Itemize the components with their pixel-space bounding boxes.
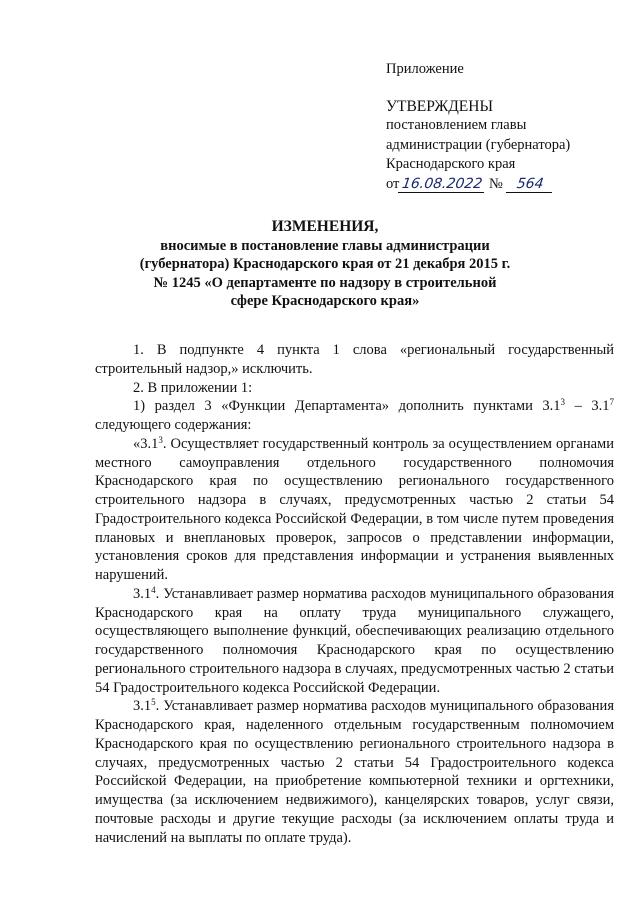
approval-block — [386, 60, 626, 194]
approval-line: Краснодарского края — [386, 156, 516, 172]
paragraph-3-1-4: $3.1^4$. Устанавливает размер норматива расходов муниципального образования Краснодарского края на оплату труда муниципального служащего, осуществляющего выполнение функций, обеспечивающих реализацию отдельного государственного полномочия Краснодарского края по осуществлению регионального строительного надзора в случаях, предусмотренных частью 2 статьи 54 Градостроительного кодекса Российской Федерации. — [95, 584, 614, 696]
title-line: (губернатора) Краснодарского края от 21 декабря 2015 г. — [139, 256, 511, 273]
paragraph-3-1-3: «$3.1^3$. Осуществляет государственный контроль за осуществлением органами местного самоуправления отдельного государственного полномочия Краснодарского края по осуществлению регионального государственного строительного надзора в случаях, предусмотренных частью 2 статьи 54 Градостроительного кодекса Российской Федерации, в том числе путем проведения плановых и внеплановых проверок, запросов о представлении информации, установления сроков для представления информации и устранения выявленных нарушений. — [95, 434, 614, 583]
approval-line: постановлением главы — [386, 117, 527, 133]
paragraph-2: 2. В приложении 1: — [133, 379, 253, 396]
paragraph-3: 1) раздел 3 «Функции Департамента» дополнить пунктами $3.1^3 - 3.1^7$ следующего содержания: — [95, 397, 614, 433]
title-heading: ИЗМЕНЕНИЯ, — [271, 218, 379, 235]
title-line: сфере Краснодарского края» — [230, 293, 420, 310]
approved-heading: УТВЕРЖДЕНЫ — [386, 97, 493, 115]
title-line: вносимые в постановление главы администрации — [160, 237, 490, 254]
paragraph-3-1-5: $3.1^5$. Устанавливает размер норматива расходов муниципального образования Краснодарского края, наделенного отдельным государственным полномочием Краснодарского края по осуществлению регионального строительного надзора в случаях, предусмотренных частью 2 статьи 54 Градостроительного кодекса Российской Федерации, на приобретение компьютерной техники и оргтехники, имущества (за исключением недвижимого), канцелярских товаров, услуг связи, почтовые расходы и другие текущие расходы (за исключением оплаты труда и начислений на выплаты по оплате труда). — [95, 697, 614, 846]
number-prefix: № — [489, 175, 503, 192]
approval-line: администрации (губернатора) — [386, 136, 571, 153]
handwritten-number: 564 — [505, 177, 553, 193]
title-line: № 1245 «О департаменте по надзору в строительной — [153, 274, 497, 291]
appendix-label: Приложение — [386, 61, 464, 77]
handwritten-date: 16.08.2022 — [398, 177, 486, 193]
document-title — [120, 218, 530, 311]
paragraph-1: 1. В подпункте 4 пункта 1 слова «региональный государственный строительный надзор,» исключить. — [95, 342, 614, 377]
date-number-line — [386, 175, 626, 195]
date-prefix: от — [386, 175, 400, 192]
document-body — [95, 341, 614, 847]
